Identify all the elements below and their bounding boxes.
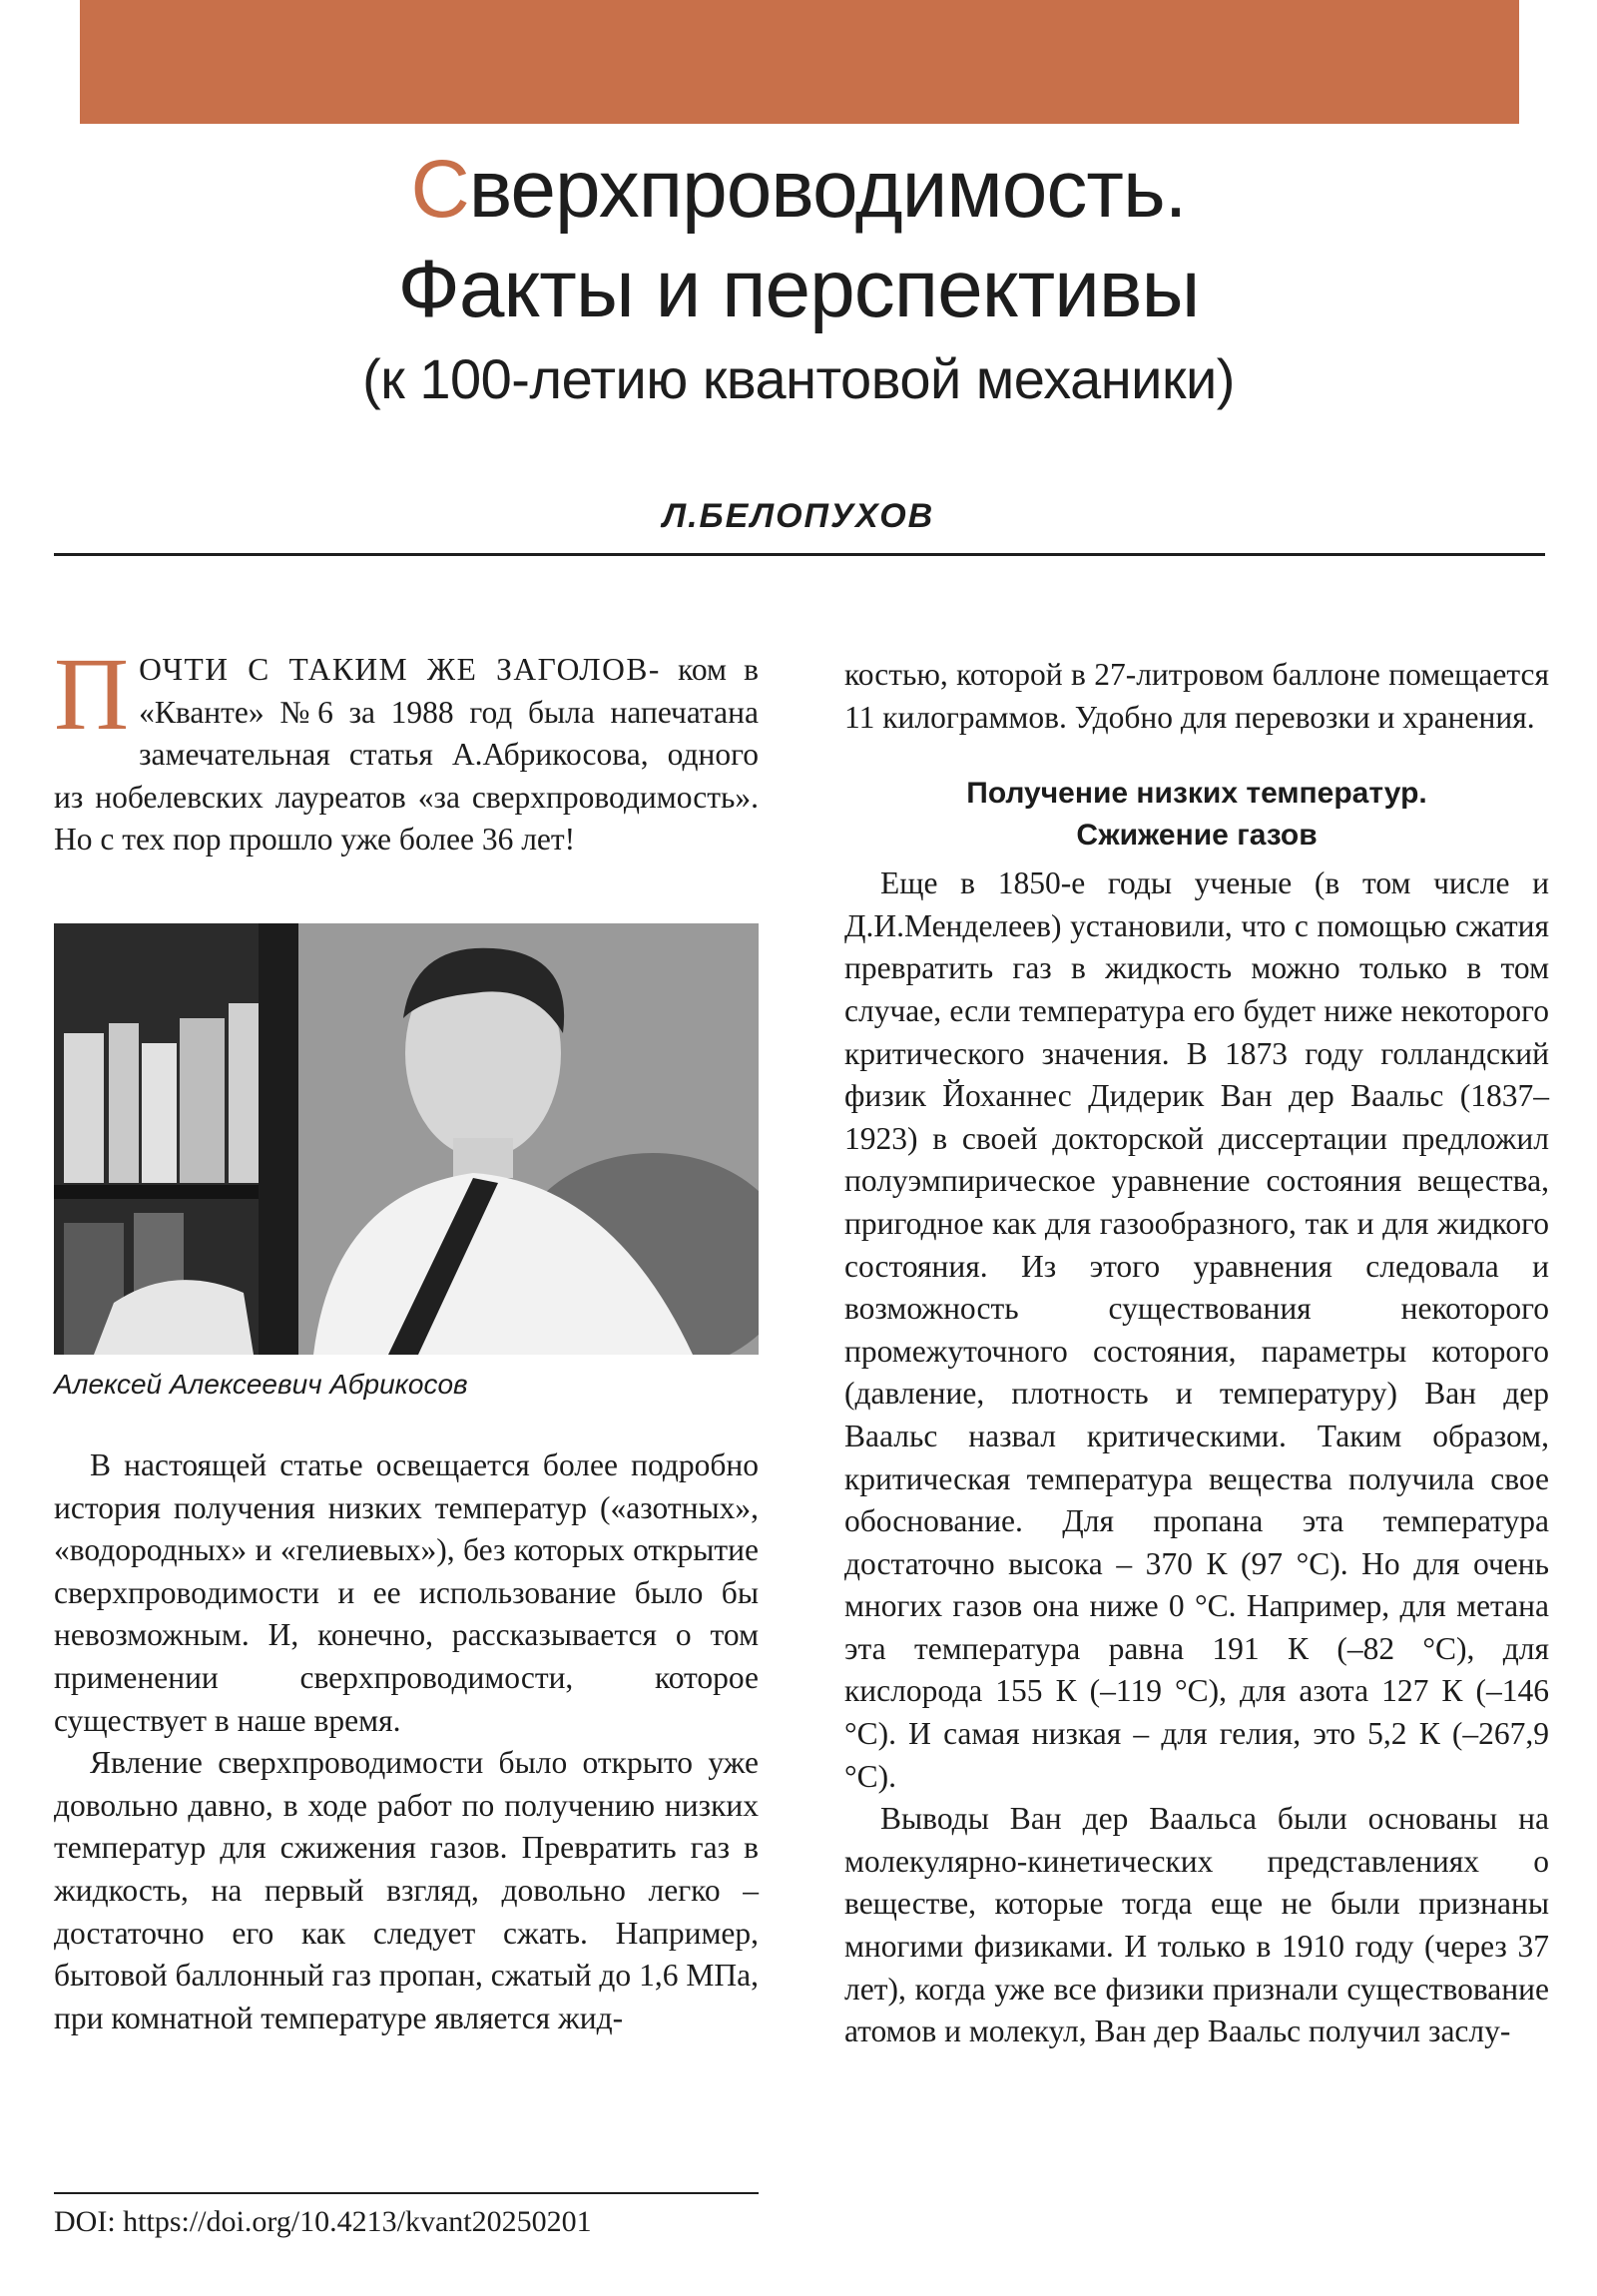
header-divider [54,553,1545,556]
title-initial-letter: С [410,144,469,235]
title-line-1-rest: верхпроводимость. [468,144,1187,235]
body-paragraph: Еще в 1850-е годы ученые (в том числе и Д.И.Менделеев) установили, что с помощью сжатия превратить газ в жидкость можно только в том случае, если температура его будет ниже некоторого критического значения. В 1873 году голландский физик Йоханнес Дидерик Ван дер Ваальс (1837–1923) в своей докторской диссертации предложил полуэмпирическое уравнение состояния вещества, пригодное как для газообразного, так и для жидкого состояния. Из этого уравнения следовала и возможность существования некоторого промежуточного состояния, параметры которого (давление, плотность и температуру) Ван дер Ваальс назвал критическими. Таким образом, критическая температура вещества получила свое обоснование. Для пропана эта температура достаточно высока – 370 К (97 °С). Но для очень многих газов она ниже 0 °С. Например, для метана эта температура равна 191 К (–82 °С), для кислорода 155 К (–119 °С), для азота 127 К (–146 °С). И самая низкая – для гелия, это 5,2 К (–267,9 °С). [844,865,1549,1794]
continued-paragraph: костью, которой в 27-литровом баллоне помещается 11 килограммов. Удобно для перевозки и хранения. [844,657,1549,735]
author-name: Л.БЕЛОПУХОВ [662,497,935,535]
portrait-photo [54,923,759,1355]
section-heading-line-1: Получение низких температур. [966,777,1427,811]
header-color-band [80,0,1519,124]
article-title [0,140,1597,415]
section-heading [844,773,1549,857]
lead-rest-text: ком в «Кванте» №6 за 1988 год была напечатана замечательная статья А.Абрикосова, одного из нобелевских лауреатов «за сверхпроводимость». Но с тех пор прошло уже более 36 лет! [54,652,759,858]
footnote-divider [54,2192,759,2194]
lead-caps-text: ОЧТИ С ТАКИМ ЖЕ ЗАГОЛОВ- [139,652,661,687]
body-paragraph: Явление сверхпроводимости было открыто уже довольно давно, в ходе работ по получению низких температур для сжижения газов. Превратить газ в жидкость, на первый взгляд, довольно легко – достаточно его как следует сжать. Например, бытовой баллонный газ пропан, сжатый до 1,6 МПа, при комнатной температуре является жид- [54,1745,759,2035]
title-line-1 [0,140,1597,240]
drop-cap: П [54,637,130,752]
lead-paragraph [54,637,759,861]
portrait-photo-icon [54,923,759,1355]
left-column [54,637,759,2039]
photo-caption: Алексей Алексеевич Абрикосов [54,1368,468,1400]
doi-footnote: DOI: https://doi.org/10.4213/kvant20250201 [54,2205,592,2238]
body-paragraph: Выводы Ван дер Ваальса были основаны на молекулярно-кинетических представлениях о веществе, которые тогда еще не были признаны многими физиками. И только в 1910 году (через 37 лет), когда уже все физики признали существование атомов и молекул, Ван дер Ваальс получил заслу- [844,1801,1549,2049]
section-heading-line-2: Сжижение газов [1076,819,1318,853]
body-paragraph: В настоящей статье освещается более подробно история получения низких температур («азотных», «водородных» и «гелиевых»), без которых открытие сверхпроводимости и ее использование было бы невозможным. И, конечно, рассказывается о том применении сверхпроводимости, которое существует в наше время. [54,1446,759,1738]
article-subtitle: (к 100-летию квантовой механики) [362,347,1235,410]
right-column [844,654,1549,2053]
title-line-2: Факты и перспективы [397,244,1200,334]
